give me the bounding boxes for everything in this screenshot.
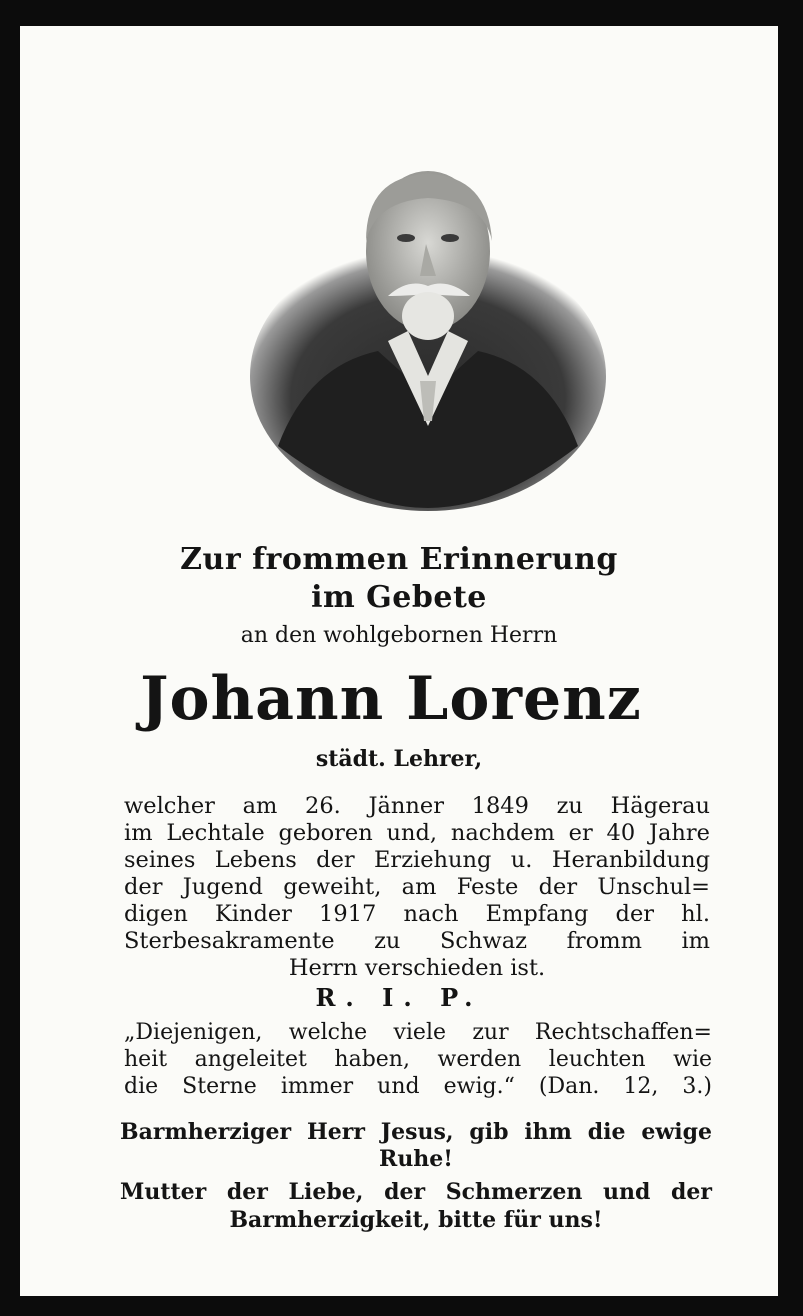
biography-line: digen Kinder 1917 nach Empfang der hl. [124, 901, 710, 927]
heading-line-2: im Gebete [311, 580, 487, 615]
prayer-line: Barmherzigkeit, bitte für uns! [229, 1207, 603, 1233]
biography-line: der Jugend geweiht, am Feste der Unschul= [124, 874, 710, 900]
quote-line: „Diejenigen, welche viele zur Rechtschaffen= [124, 1020, 712, 1045]
biography-line: welcher am 26. Jänner 1849 zu Hägerau [124, 793, 710, 819]
heading-line-1: Zur frommen Erinnerung [180, 542, 618, 577]
biography-line: Herrn verschieden ist. [288, 955, 546, 981]
prayer-line: Ruhe! [379, 1146, 453, 1172]
biography-line: Sterbesakramente zu Schwaz fromm im [124, 928, 710, 954]
prayer-line: Barmherziger Herr Jesus, gib ihm die ewige [120, 1119, 712, 1145]
portrait-photo [248, 146, 608, 511]
quote-line: heit angeleitet haben, werden leuchten wie [124, 1047, 712, 1072]
memorial-card [20, 26, 778, 1296]
biography-line: seines Lebens der Erziehung u. Heranbildung [124, 847, 710, 873]
deceased-name: Johann Lorenz [140, 664, 642, 734]
occupation: städt. Lehrer, [315, 746, 483, 772]
address-line: an den wohlgebornen Herrn [240, 623, 558, 648]
prayer-line: Mutter der Liebe, der Schmerzen und der [120, 1179, 712, 1205]
biography-line: im Lechtale geboren und, nachdem er 40 Jahre [124, 820, 710, 846]
rip-abbreviation: R. I. P. [315, 983, 483, 1012]
quote-line: die Sterne immer und ewig.“ (Dan. 12, 3.) [124, 1074, 712, 1099]
